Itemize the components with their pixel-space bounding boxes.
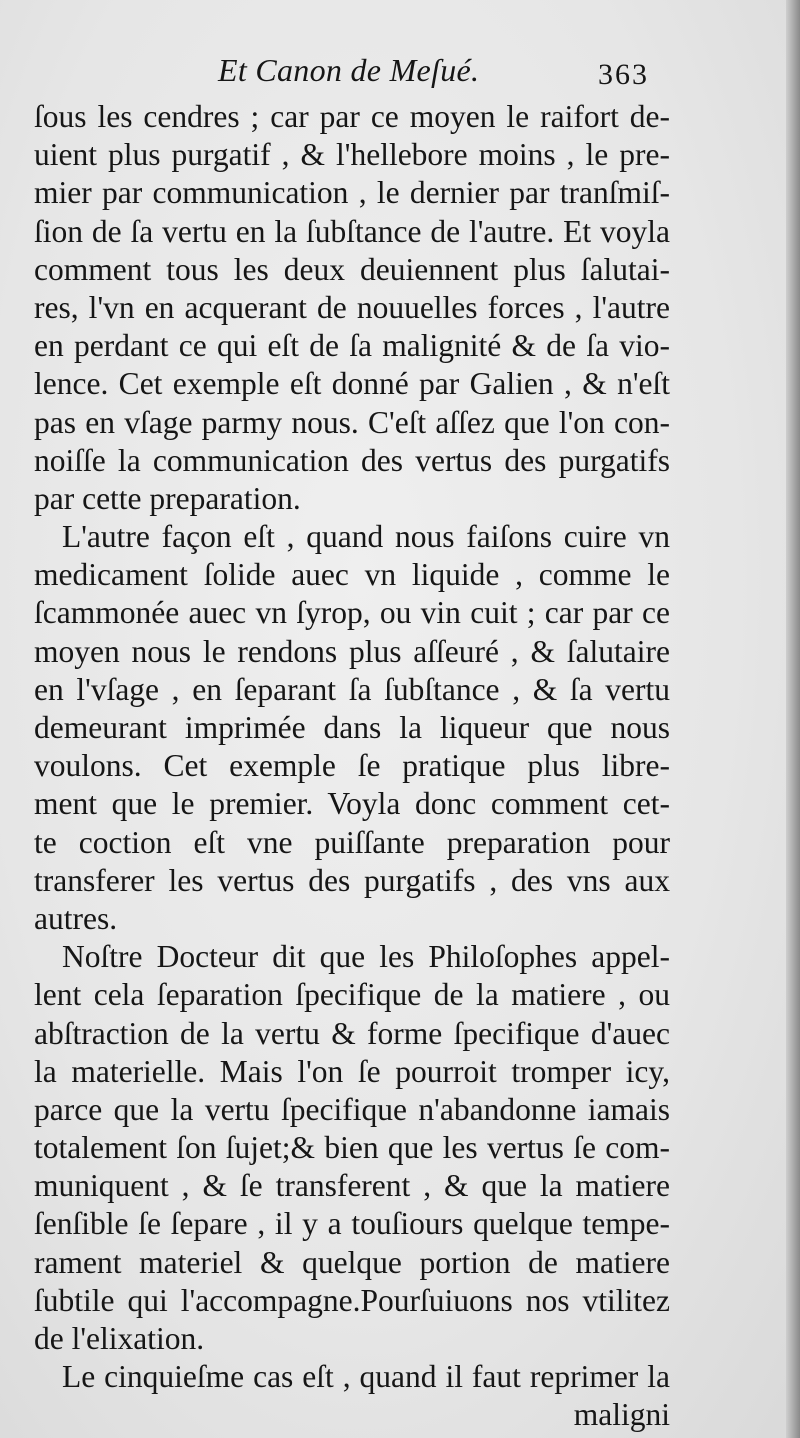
text-line: voulons. Cet exemple ſe pratique plus libre- [34, 748, 670, 784]
text-line: muniquent , & ſe transferent , & que la matiere [34, 1168, 670, 1204]
text-line: Noſtre Docteur dit que les Philoſophes appel- [62, 939, 670, 975]
catchword: maligni [573, 1397, 670, 1433]
text-line: te coction eſt vne puiſſante preparation pour [34, 824, 670, 860]
text-line: ſenſible ſe ſepare , il y a touſiours quelque tempe- [34, 1206, 670, 1242]
text-line: parce que la vertu ſpecifique n'abandonne iamais [34, 1091, 670, 1127]
text-line: de l'elixation. [34, 1321, 205, 1356]
text-line: ſcammonée auec vn ſyrop, ou vin cuit ; car par ce [34, 595, 670, 631]
page-edge-shadow [786, 0, 800, 1438]
text-line: noiſſe la communication des vertus des purgatifs [34, 442, 670, 478]
text-line: totalement ſon ſujet;& bien que les vertus ſe com- [34, 1130, 670, 1166]
text-line: lence. Cet exemple eſt donné par Galien , & n'eſt [34, 366, 670, 402]
text-line: L'autre façon eſt , quand nous faiſons cuire vn [62, 519, 670, 555]
text-line: autres. [34, 900, 118, 936]
text-line: par cette preparation. [34, 480, 301, 516]
text-line: abſtraction de la vertu & forme ſpecifique d'auec [34, 1015, 670, 1051]
text-line: la materielle. Mais l'on ſe pourroit tromper icy, [34, 1053, 670, 1089]
text-line: lent cela ſeparation ſpecifique de la matiere , ou [34, 977, 670, 1013]
body-text [34, 98, 670, 1435]
text-line: pas en vſage parmy nous. C'eſt aſſez que l'on con- [34, 404, 670, 440]
text-line: Le cinquieſme cas eſt , quand il faut reprimer la [62, 1359, 670, 1395]
text-line: ſous les cendres ; car par ce moyen le raifort de- [34, 99, 670, 134]
text-line: rament materiel & quelque portion de matiere [34, 1244, 670, 1280]
running-title: Et Canon de Meſué. [218, 52, 480, 88]
text-line: ment que le premier. Voyla donc comment cet- [34, 786, 670, 822]
text-line: comment tous les deux deuiennent plus ſalutai- [34, 251, 670, 287]
text-line: ſion de ſa vertu en la ſubſtance de l'autre. Et voyla [34, 213, 670, 249]
text-line: res, l'vn en acquerant de nouuelles forces , l'autre [34, 289, 670, 325]
text-line: ſubtile qui l'accompagne.Pourſuiuons nos vtilitez [34, 1282, 670, 1318]
text-line: en l'vſage , en ſeparant ſa ſubſtance , & ſa vertu [34, 671, 670, 707]
text-line: uient plus purgatif , & l'hellebore moins , le pre- [34, 137, 670, 173]
text-line: en perdant ce qui eſt de ſa malignité & de ſa vio- [34, 328, 670, 364]
text-line: medicament ſolide auec vn liquide , comme le [34, 557, 670, 593]
page-number: 363 [598, 58, 649, 91]
text-line: moyen nous le rendons plus aſſeuré , & ſalutaire [34, 633, 670, 669]
text-line: mier par communication , le dernier par tranſmiſ- [34, 175, 670, 211]
text-line: demeurant imprimée dans la liqueur que nous [34, 710, 670, 745]
text-line: transferer les vertus des purgatifs , des vns aux [34, 862, 670, 898]
page-header [0, 52, 800, 96]
